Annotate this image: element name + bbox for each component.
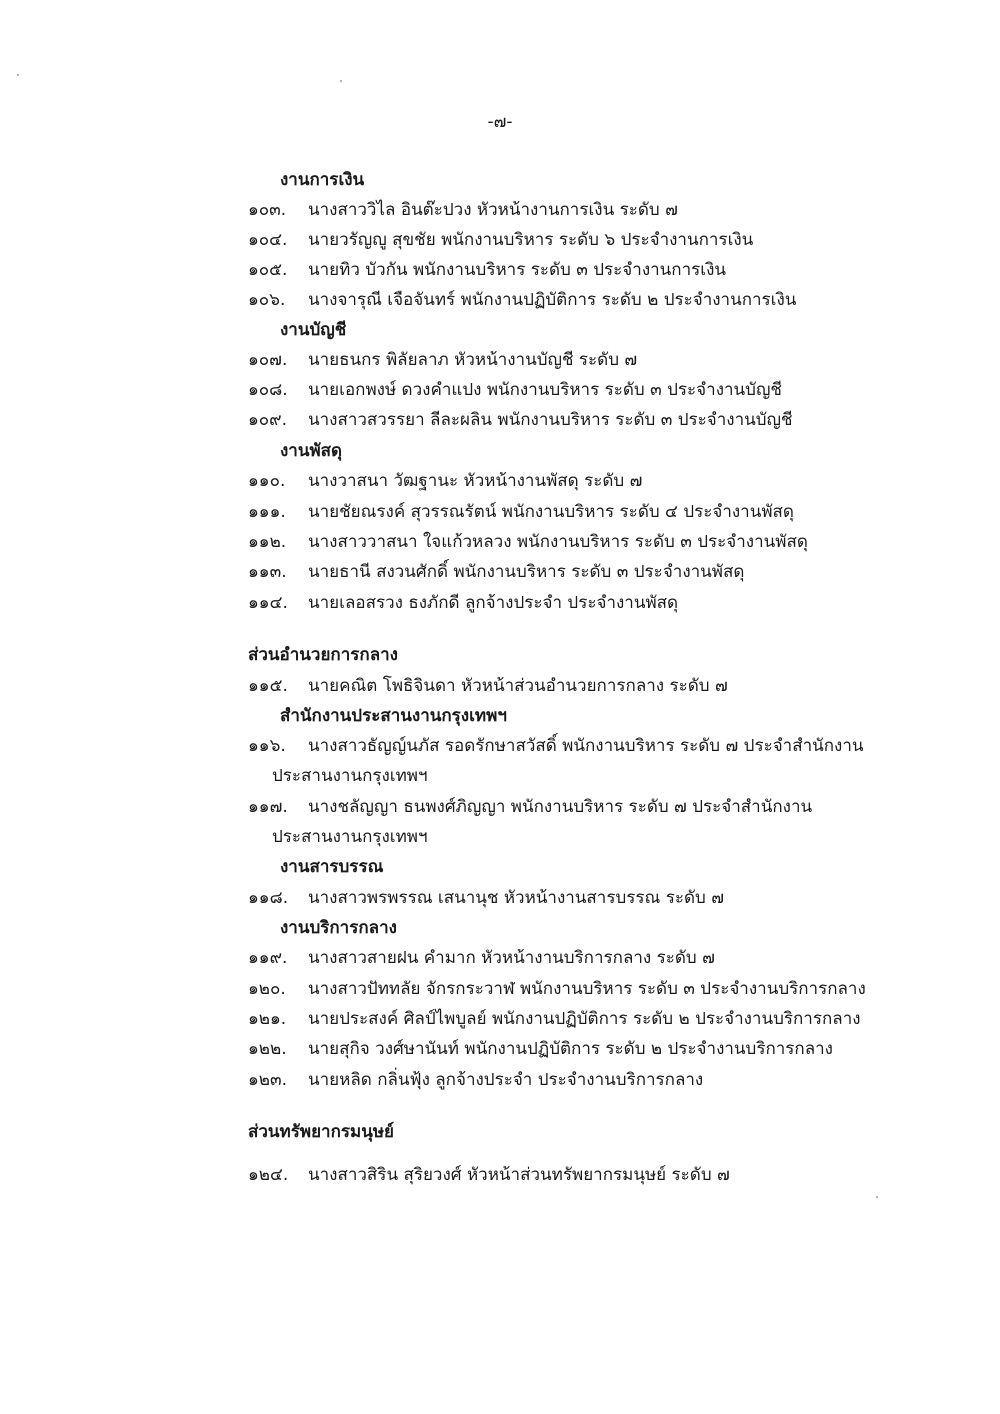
item-number: ๑๐๔. — [248, 230, 288, 250]
item-text: นางสาวสวรรยา ลีละผลิน พนักงานบริหาร ระดับ ๓ ประจำงานบัญชี — [308, 410, 793, 430]
subsection-heading: งานการเงิน — [280, 170, 365, 190]
item-number: ๑๒๑. — [248, 1009, 287, 1029]
list-item — [248, 530, 808, 554]
list-item — [248, 500, 794, 524]
scan-speck — [340, 80, 342, 82]
item-number: ๑๒๒. — [248, 1039, 287, 1059]
list-item-continuation: ประสานงานกรุงเทพฯ — [272, 827, 428, 847]
item-number: ๑๐๖. — [248, 290, 286, 310]
item-text: นายหลิด กลิ่นฟุ้ง ลูกจ้างประจำ ประจำงานบริการกลาง — [308, 1070, 704, 1090]
item-text: นางสาวสายฝน คำมาก หัวหน้างานบริการกลาง ระดับ ๗ — [308, 948, 715, 968]
list-item — [248, 348, 637, 372]
item-number: ๑๑๑. — [248, 502, 286, 522]
list-item — [248, 886, 724, 910]
item-number: ๑๑๙. — [248, 948, 288, 968]
list-item — [248, 1068, 703, 1092]
item-text: นายธนกร พิลัยลาภ หัวหน้างานบัญชี ระดับ ๗ — [308, 350, 638, 370]
item-number: ๑๑๒. — [248, 532, 287, 552]
subsection-heading: งานบริการกลาง — [280, 918, 397, 938]
item-number: ๑๑๐. — [248, 471, 286, 491]
item-text: นางสาวธัญญ์นภัส รอดรักษาสวัสดิ์ พนักงานบริหาร ระดับ ๗ ประจำสำนักงาน — [308, 736, 864, 756]
list-item — [248, 946, 715, 970]
item-number: ๑๐๘. — [248, 380, 288, 400]
item-text: นายวรัญญู สุขชัย พนักงานบริหาร ระดับ ๖ ประจำงานการเงิน — [308, 230, 754, 250]
list-item — [248, 408, 793, 432]
list-item — [248, 288, 796, 312]
list-item — [248, 795, 812, 819]
item-number: ๑๒๔. — [248, 1165, 289, 1185]
item-text: นางวาสนา วัฒฐานะ หัวหน้างานพัสดุ ระดับ ๗ — [308, 471, 643, 491]
item-text: นายธานี สงวนศักดิ์ พนักงานบริหาร ระดับ ๓ ประจำงานพัสดุ — [308, 562, 745, 582]
section-heading: ส่วนอำนวยการกลาง — [248, 645, 398, 665]
subsection-heading: สำนักงานประสานงานกรุงเทพฯ — [280, 706, 507, 726]
item-number: ๑๐๗. — [248, 350, 288, 370]
section-heading: ส่วนทรัพยากรมนุษย์ — [248, 1122, 395, 1142]
list-item — [248, 1007, 861, 1031]
item-text: นางสาววิไล อินต๊ะปวง หัวหน้างานการเงิน ระดับ ๗ — [308, 200, 678, 220]
item-text: นางสาวสิริน สุริยวงศ์ หัวหน้าส่วนทรัพยากรมนุษย์ ระดับ ๗ — [308, 1165, 730, 1185]
item-number: ๑๑๓. — [248, 562, 287, 582]
item-text: นายคณิต โพธิจินดา หัวหน้าส่วนอำนวยการกลาง ระดับ ๗ — [308, 676, 728, 696]
list-item — [248, 1037, 833, 1061]
list-item — [248, 228, 753, 252]
item-text: นางสาวพรพรรณ เสนานุช หัวหน้างานสารบรรณ ระดับ ๗ — [308, 888, 724, 908]
item-text: นายสุกิจ วงศ์ษานันท์ พนักงานปฏิบัติการ ระดับ ๒ ประจำงานบริการกลาง — [308, 1039, 833, 1059]
list-item — [248, 1163, 730, 1187]
item-text: นางสาววาสนา ใจแก้วหลวง พนักงานบริหาร ระดับ ๓ ประจำงานพัสดุ — [308, 532, 808, 552]
list-item — [248, 591, 678, 615]
item-text: นางสาวปัททลัย จักรกระวาฬ พนักงานบริหาร ระดับ ๓ ประจำงานบริการกลาง — [308, 979, 866, 999]
item-number: ๑๑๔. — [248, 593, 288, 613]
item-number: ๑๑๕. — [248, 676, 288, 696]
list-item — [248, 198, 678, 222]
item-text: นายชัยณรงค์ สุวรรณรัตน์ พนักงานบริหาร ระดับ ๔ ประจำงานพัสดุ — [308, 502, 794, 522]
item-number: ๑๐๓. — [248, 200, 287, 220]
item-number: ๑๒๓. — [248, 1070, 288, 1090]
subsection-heading: งานบัญชี — [280, 320, 347, 340]
item-number: ๑๒๐. — [248, 979, 286, 999]
item-text: นายประสงค์ ศิลป์ไพบูลย์ พนักงานปฏิบัติการ ระดับ ๒ ประจำงานบริการกลาง — [308, 1009, 861, 1029]
list-item — [248, 674, 728, 698]
item-text: นายเอกพงษ์ ดวงคำแปง พนักงานบริหาร ระดับ ๓ ประจำงานบัญชี — [308, 380, 782, 400]
list-item — [248, 258, 726, 282]
item-number: ๑๐๕. — [248, 260, 288, 280]
item-text: นายทิว บัวกัน พนักงานบริหาร ระดับ ๓ ประจำงานการเงิน — [308, 260, 726, 280]
item-number: ๑๑๘. — [248, 888, 289, 908]
item-number: ๑๑๗. — [248, 797, 288, 817]
scan-speck — [876, 1196, 878, 1198]
item-text: นางชลัญญา ธนพงศ์ภิญญา พนักงานบริหาร ระดับ ๗ ประจำสำนักงาน — [308, 797, 813, 817]
page-number: -๗- — [487, 112, 513, 132]
scan-speck — [17, 74, 19, 76]
list-item — [248, 469, 642, 493]
list-item — [248, 560, 744, 584]
item-text: นางจารุณี เจือจันทร์ พนักงานปฏิบัติการ ระดับ ๒ ประจำงานการเงิน — [308, 290, 797, 310]
item-number: ๑๑๖. — [248, 736, 286, 756]
subsection-heading: งานสารบรรณ — [280, 857, 384, 877]
item-text: นายเลอสรวง ธงภักดี ลูกจ้างประจำ ประจำงานพัสดุ — [308, 593, 679, 613]
list-item — [248, 734, 864, 758]
subsection-heading: งานพัสดุ — [280, 441, 343, 461]
item-number: ๑๐๙. — [248, 410, 288, 430]
list-item-continuation: ประสานงานกรุงเทพฯ — [272, 766, 428, 786]
list-item — [248, 378, 782, 402]
list-item — [248, 977, 866, 1001]
